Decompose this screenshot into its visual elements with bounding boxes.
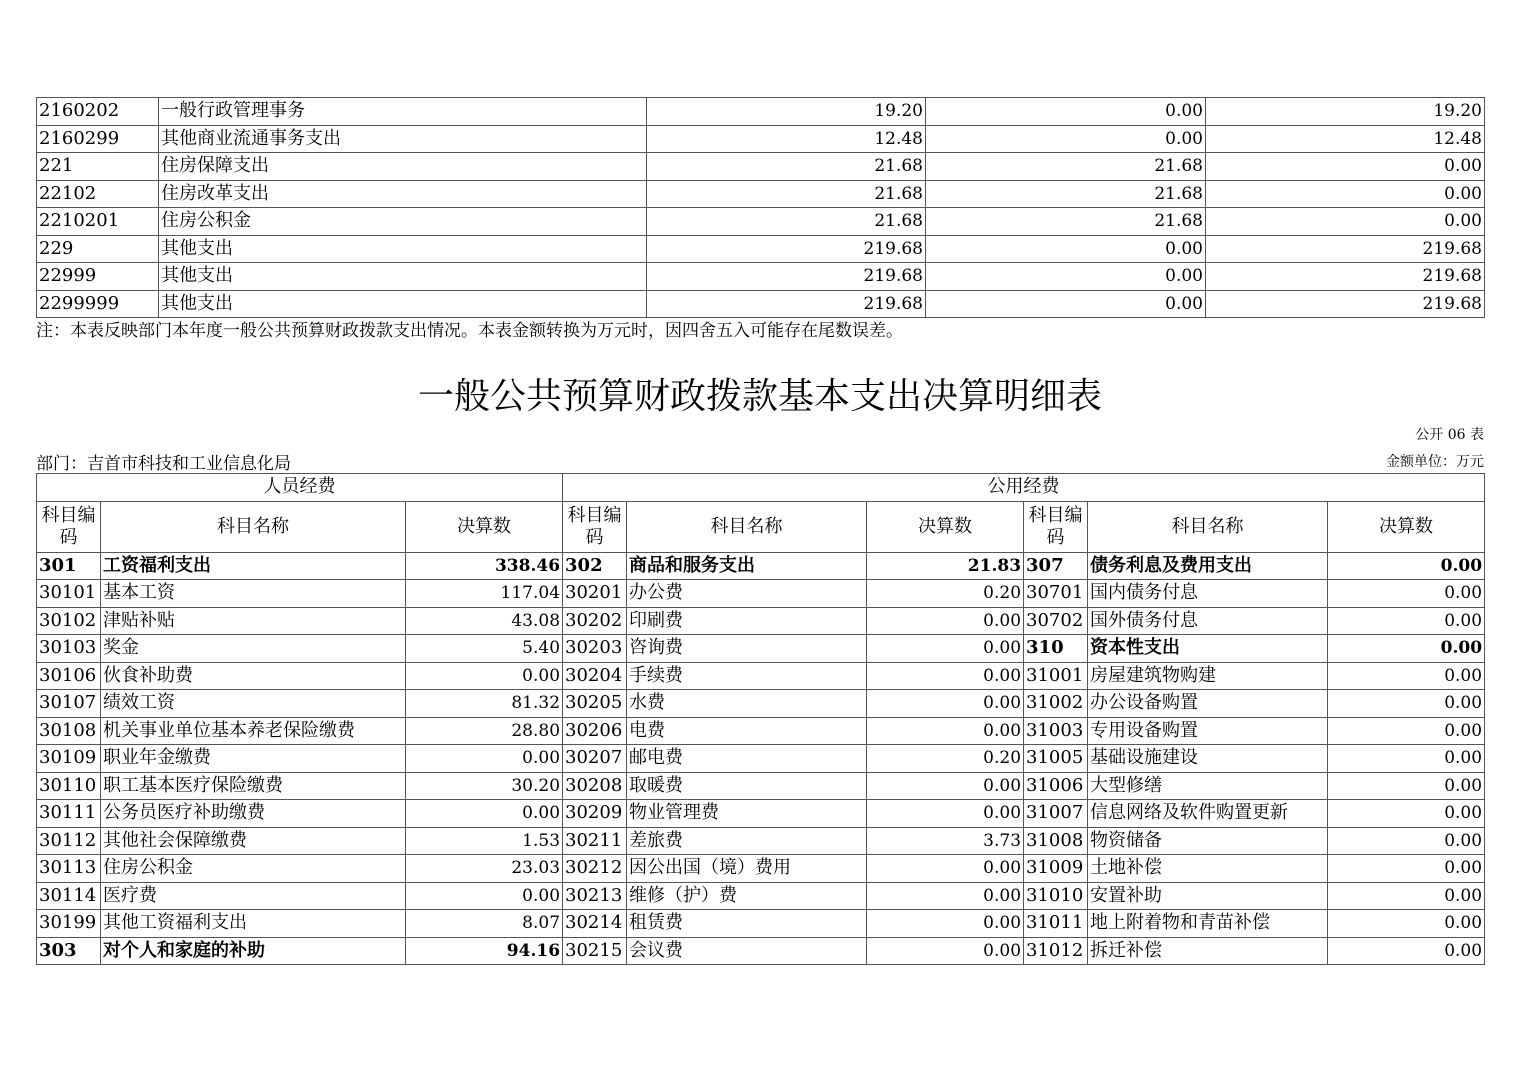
amount: 94.16 (406, 937, 563, 965)
table-number: 公开 06 表 (1415, 427, 1484, 443)
subject-code: 30701 (1024, 580, 1088, 608)
amount: 117.04 (406, 580, 563, 608)
subject-code: 30203 (563, 635, 627, 663)
subject-code: 30211 (563, 827, 627, 855)
basic-amount: 0.00 (926, 263, 1206, 291)
header-code: 科目编码 (563, 501, 627, 552)
subject-name: 房屋建筑物购建 (1088, 662, 1328, 690)
amount: 0.00 (1328, 855, 1485, 883)
header-amount: 决算数 (1328, 501, 1485, 552)
subject-code: 31003 (1024, 717, 1088, 745)
amount: 0.00 (406, 745, 563, 773)
subject-name: 对个人和家庭的补助 (101, 937, 406, 965)
table-row (37, 690, 1485, 718)
subject-code: 30214 (563, 910, 627, 938)
amount: 0.00 (1328, 552, 1485, 580)
subject-name: 邮电费 (627, 745, 867, 773)
subject-name: 医疗费 (101, 882, 406, 910)
subject-code: 30201 (563, 580, 627, 608)
amount: 0.00 (1328, 937, 1485, 965)
subject-code: 30215 (563, 937, 627, 965)
amount: 0.00 (406, 882, 563, 910)
subject-name: 职业年金缴费 (101, 745, 406, 773)
header-name: 科目名称 (101, 501, 406, 552)
table-row (37, 910, 1485, 938)
amount: 0.00 (1328, 910, 1485, 938)
table-row (37, 937, 1485, 965)
total-amount: 19.20 (647, 98, 926, 126)
project-amount: 0.00 (1206, 153, 1485, 181)
amount: 0.00 (1328, 662, 1485, 690)
department-label: 部门：吉首市科技和工业信息化局 (36, 454, 291, 474)
subject-code: 30103 (37, 635, 101, 663)
amount: 0.00 (1328, 635, 1485, 663)
subject-code: 221 (37, 153, 159, 181)
subject-code: 30202 (563, 607, 627, 635)
subject-code: 31010 (1024, 882, 1088, 910)
amount: 43.08 (406, 607, 563, 635)
subject-code: 302 (563, 552, 627, 580)
subject-name: 租赁费 (627, 910, 867, 938)
table-row (37, 882, 1485, 910)
table-row (37, 263, 1485, 291)
subject-name: 住房公积金 (101, 855, 406, 883)
subject-name: 取暖费 (627, 772, 867, 800)
table-row (37, 855, 1485, 883)
header-code: 科目编码 (1024, 501, 1088, 552)
table-row (37, 717, 1485, 745)
subject-name: 其他支出 (159, 263, 647, 291)
total-amount: 21.68 (647, 153, 926, 181)
header-name: 科目名称 (627, 501, 867, 552)
subject-code: 30113 (37, 855, 101, 883)
subject-code: 30112 (37, 827, 101, 855)
top-budget-table-body (37, 98, 1485, 318)
project-amount: 19.20 (1206, 98, 1485, 126)
project-amount: 0.00 (1206, 180, 1485, 208)
subject-name: 拆迁补偿 (1088, 937, 1328, 965)
subject-name: 维修（护）费 (627, 882, 867, 910)
subject-name: 住房公积金 (159, 208, 647, 236)
subject-name: 其他支出 (159, 235, 647, 263)
amount: 0.00 (1328, 717, 1485, 745)
subject-code: 30106 (37, 662, 101, 690)
subject-name: 差旅费 (627, 827, 867, 855)
amount: 0.00 (1328, 580, 1485, 608)
amount: 0.00 (867, 607, 1024, 635)
subject-name: 基本工资 (101, 580, 406, 608)
subject-name: 物资储备 (1088, 827, 1328, 855)
amount: 0.00 (867, 772, 1024, 800)
subject-name: 资本性支出 (1088, 635, 1328, 663)
basic-amount: 21.68 (926, 153, 1206, 181)
subject-code: 31006 (1024, 772, 1088, 800)
subject-code: 30207 (563, 745, 627, 773)
subject-name: 印刷费 (627, 607, 867, 635)
table-row (37, 552, 1485, 580)
project-amount: 219.68 (1206, 235, 1485, 263)
subject-code: 303 (37, 937, 101, 965)
table-row (37, 98, 1485, 126)
subject-name: 津贴补贴 (101, 607, 406, 635)
header-amount: 决算数 (406, 501, 563, 552)
amount: 23.03 (406, 855, 563, 883)
subject-name: 债务利息及费用支出 (1088, 552, 1328, 580)
basic-amount: 0.00 (926, 125, 1206, 153)
total-amount: 219.68 (647, 263, 926, 291)
table-row (37, 208, 1485, 236)
subject-code: 2210201 (37, 208, 159, 236)
amount: 8.07 (406, 910, 563, 938)
basic-amount: 0.00 (926, 98, 1206, 126)
table-row (37, 607, 1485, 635)
amount: 0.00 (1328, 607, 1485, 635)
subject-code: 30208 (563, 772, 627, 800)
amount: 0.00 (406, 800, 563, 828)
subject-name: 会议费 (627, 937, 867, 965)
amount: 0.00 (1328, 690, 1485, 718)
subject-code: 30102 (37, 607, 101, 635)
amount: 0.00 (1328, 772, 1485, 800)
amount: 5.40 (406, 635, 563, 663)
amount: 0.00 (1328, 745, 1485, 773)
subject-name: 其他商业流通事务支出 (159, 125, 647, 153)
subject-name: 因公出国（境）费用 (627, 855, 867, 883)
subject-name: 商品和服务支出 (627, 552, 867, 580)
total-amount: 219.68 (647, 290, 926, 318)
table-row (37, 800, 1485, 828)
table-row (37, 235, 1485, 263)
amount: 21.83 (867, 552, 1024, 580)
amount: 3.73 (867, 827, 1024, 855)
group-personnel: 人员经费 (37, 474, 563, 502)
total-amount: 12.48 (647, 125, 926, 153)
amount: 0.00 (867, 910, 1024, 938)
amount: 28.80 (406, 717, 563, 745)
subject-name: 地上附着物和青苗补偿 (1088, 910, 1328, 938)
project-amount: 12.48 (1206, 125, 1485, 153)
amount: 0.00 (867, 635, 1024, 663)
subject-code: 30114 (37, 882, 101, 910)
amount: 30.20 (406, 772, 563, 800)
table-row (37, 662, 1485, 690)
basic-amount: 0.00 (926, 290, 1206, 318)
header-code: 科目编码 (37, 501, 101, 552)
basic-expenditure-table (36, 473, 1485, 965)
subject-name: 其他工资福利支出 (101, 910, 406, 938)
subject-name: 奖金 (101, 635, 406, 663)
subject-code: 30107 (37, 690, 101, 718)
amount-unit-label: 金额单位：万元 (1386, 454, 1484, 470)
subject-code: 31012 (1024, 937, 1088, 965)
basic-amount: 0.00 (926, 235, 1206, 263)
subject-code: 301 (37, 552, 101, 580)
subject-code: 31005 (1024, 745, 1088, 773)
subject-code: 2160299 (37, 125, 159, 153)
subject-name: 咨询费 (627, 635, 867, 663)
subject-code: 30101 (37, 580, 101, 608)
subject-code: 30108 (37, 717, 101, 745)
total-amount: 21.68 (647, 208, 926, 236)
group-public: 公用经费 (563, 474, 1485, 502)
subject-name: 住房保障支出 (159, 153, 647, 181)
subject-code: 31002 (1024, 690, 1088, 718)
subject-name: 绩效工资 (101, 690, 406, 718)
subject-name: 一般行政管理事务 (159, 98, 647, 126)
top-budget-table (36, 97, 1485, 318)
column-header-row (37, 501, 1485, 552)
amount: 0.00 (406, 662, 563, 690)
subject-code: 31007 (1024, 800, 1088, 828)
amount: 0.00 (867, 882, 1024, 910)
subject-code: 30110 (37, 772, 101, 800)
total-amount: 219.68 (647, 235, 926, 263)
subject-name: 基础设施建设 (1088, 745, 1328, 773)
table-row (37, 180, 1485, 208)
subject-code: 229 (37, 235, 159, 263)
subject-name: 机关事业单位基本养老保险缴费 (101, 717, 406, 745)
project-amount: 219.68 (1206, 263, 1485, 291)
subject-code: 22102 (37, 180, 159, 208)
subject-code: 310 (1024, 635, 1088, 663)
table-note: 注：本表反映部门本年度一般公共预算财政拨款支出情况。本表金额转换为万元时，因四舍五入可能存在尾数误差。 (36, 321, 903, 341)
amount: 0.00 (1328, 827, 1485, 855)
subject-name: 职工基本医疗保险缴费 (101, 772, 406, 800)
subject-code: 2299999 (37, 290, 159, 318)
project-amount: 219.68 (1206, 290, 1485, 318)
subject-code: 30204 (563, 662, 627, 690)
subject-code: 30206 (563, 717, 627, 745)
subject-name: 国内债务付息 (1088, 580, 1328, 608)
subject-code: 30199 (37, 910, 101, 938)
subject-code: 30702 (1024, 607, 1088, 635)
table-row (37, 125, 1485, 153)
subject-name: 其他社会保障缴费 (101, 827, 406, 855)
amount: 0.20 (867, 745, 1024, 773)
subject-code: 2160202 (37, 98, 159, 126)
amount: 0.00 (1328, 882, 1485, 910)
table-row (37, 827, 1485, 855)
subject-code: 30111 (37, 800, 101, 828)
amount: 81.32 (406, 690, 563, 718)
header-amount: 决算数 (867, 501, 1024, 552)
amount: 0.00 (867, 937, 1024, 965)
basic-amount: 21.68 (926, 180, 1206, 208)
subject-name: 安置补助 (1088, 882, 1328, 910)
subject-name: 电费 (627, 717, 867, 745)
subject-name: 专用设备购置 (1088, 717, 1328, 745)
amount: 338.46 (406, 552, 563, 580)
basic-amount: 21.68 (926, 208, 1206, 236)
subject-code: 22999 (37, 263, 159, 291)
subject-name: 住房改革支出 (159, 180, 647, 208)
subject-code: 30213 (563, 882, 627, 910)
subject-name: 其他支出 (159, 290, 647, 318)
subject-code: 307 (1024, 552, 1088, 580)
amount: 0.00 (1328, 800, 1485, 828)
subject-code: 30212 (563, 855, 627, 883)
subject-code: 30209 (563, 800, 627, 828)
amount: 0.00 (867, 855, 1024, 883)
table-row (37, 772, 1485, 800)
amount: 0.00 (867, 690, 1024, 718)
subject-name: 信息网络及软件购置更新 (1088, 800, 1328, 828)
table-row (37, 635, 1485, 663)
subject-name: 物业管理费 (627, 800, 867, 828)
table-row (37, 153, 1485, 181)
group-header-row (37, 474, 1485, 502)
subject-code: 31011 (1024, 910, 1088, 938)
table-row (37, 745, 1485, 773)
table-row (37, 580, 1485, 608)
subject-code: 31001 (1024, 662, 1088, 690)
subject-name: 大型修缮 (1088, 772, 1328, 800)
page-title: 一般公共预算财政拨款基本支出决算明细表 (417, 376, 1102, 417)
subject-name: 土地补偿 (1088, 855, 1328, 883)
amount: 0.00 (867, 717, 1024, 745)
total-amount: 21.68 (647, 180, 926, 208)
table-row (37, 290, 1485, 318)
subject-name: 办公设备购置 (1088, 690, 1328, 718)
subject-name: 办公费 (627, 580, 867, 608)
amount: 0.00 (867, 662, 1024, 690)
header-name: 科目名称 (1088, 501, 1328, 552)
subject-code: 30205 (563, 690, 627, 718)
subject-code: 31008 (1024, 827, 1088, 855)
subject-name: 工资福利支出 (101, 552, 406, 580)
subject-name: 伙食补助费 (101, 662, 406, 690)
amount: 0.00 (867, 800, 1024, 828)
amount: 0.20 (867, 580, 1024, 608)
subject-name: 国外债务付息 (1088, 607, 1328, 635)
subject-code: 31009 (1024, 855, 1088, 883)
subject-name: 公务员医疗补助缴费 (101, 800, 406, 828)
amount: 1.53 (406, 827, 563, 855)
subject-name: 水费 (627, 690, 867, 718)
project-amount: 0.00 (1206, 208, 1485, 236)
subject-name: 手续费 (627, 662, 867, 690)
subject-code: 30109 (37, 745, 101, 773)
basic-expenditure-table-body (37, 474, 1485, 965)
